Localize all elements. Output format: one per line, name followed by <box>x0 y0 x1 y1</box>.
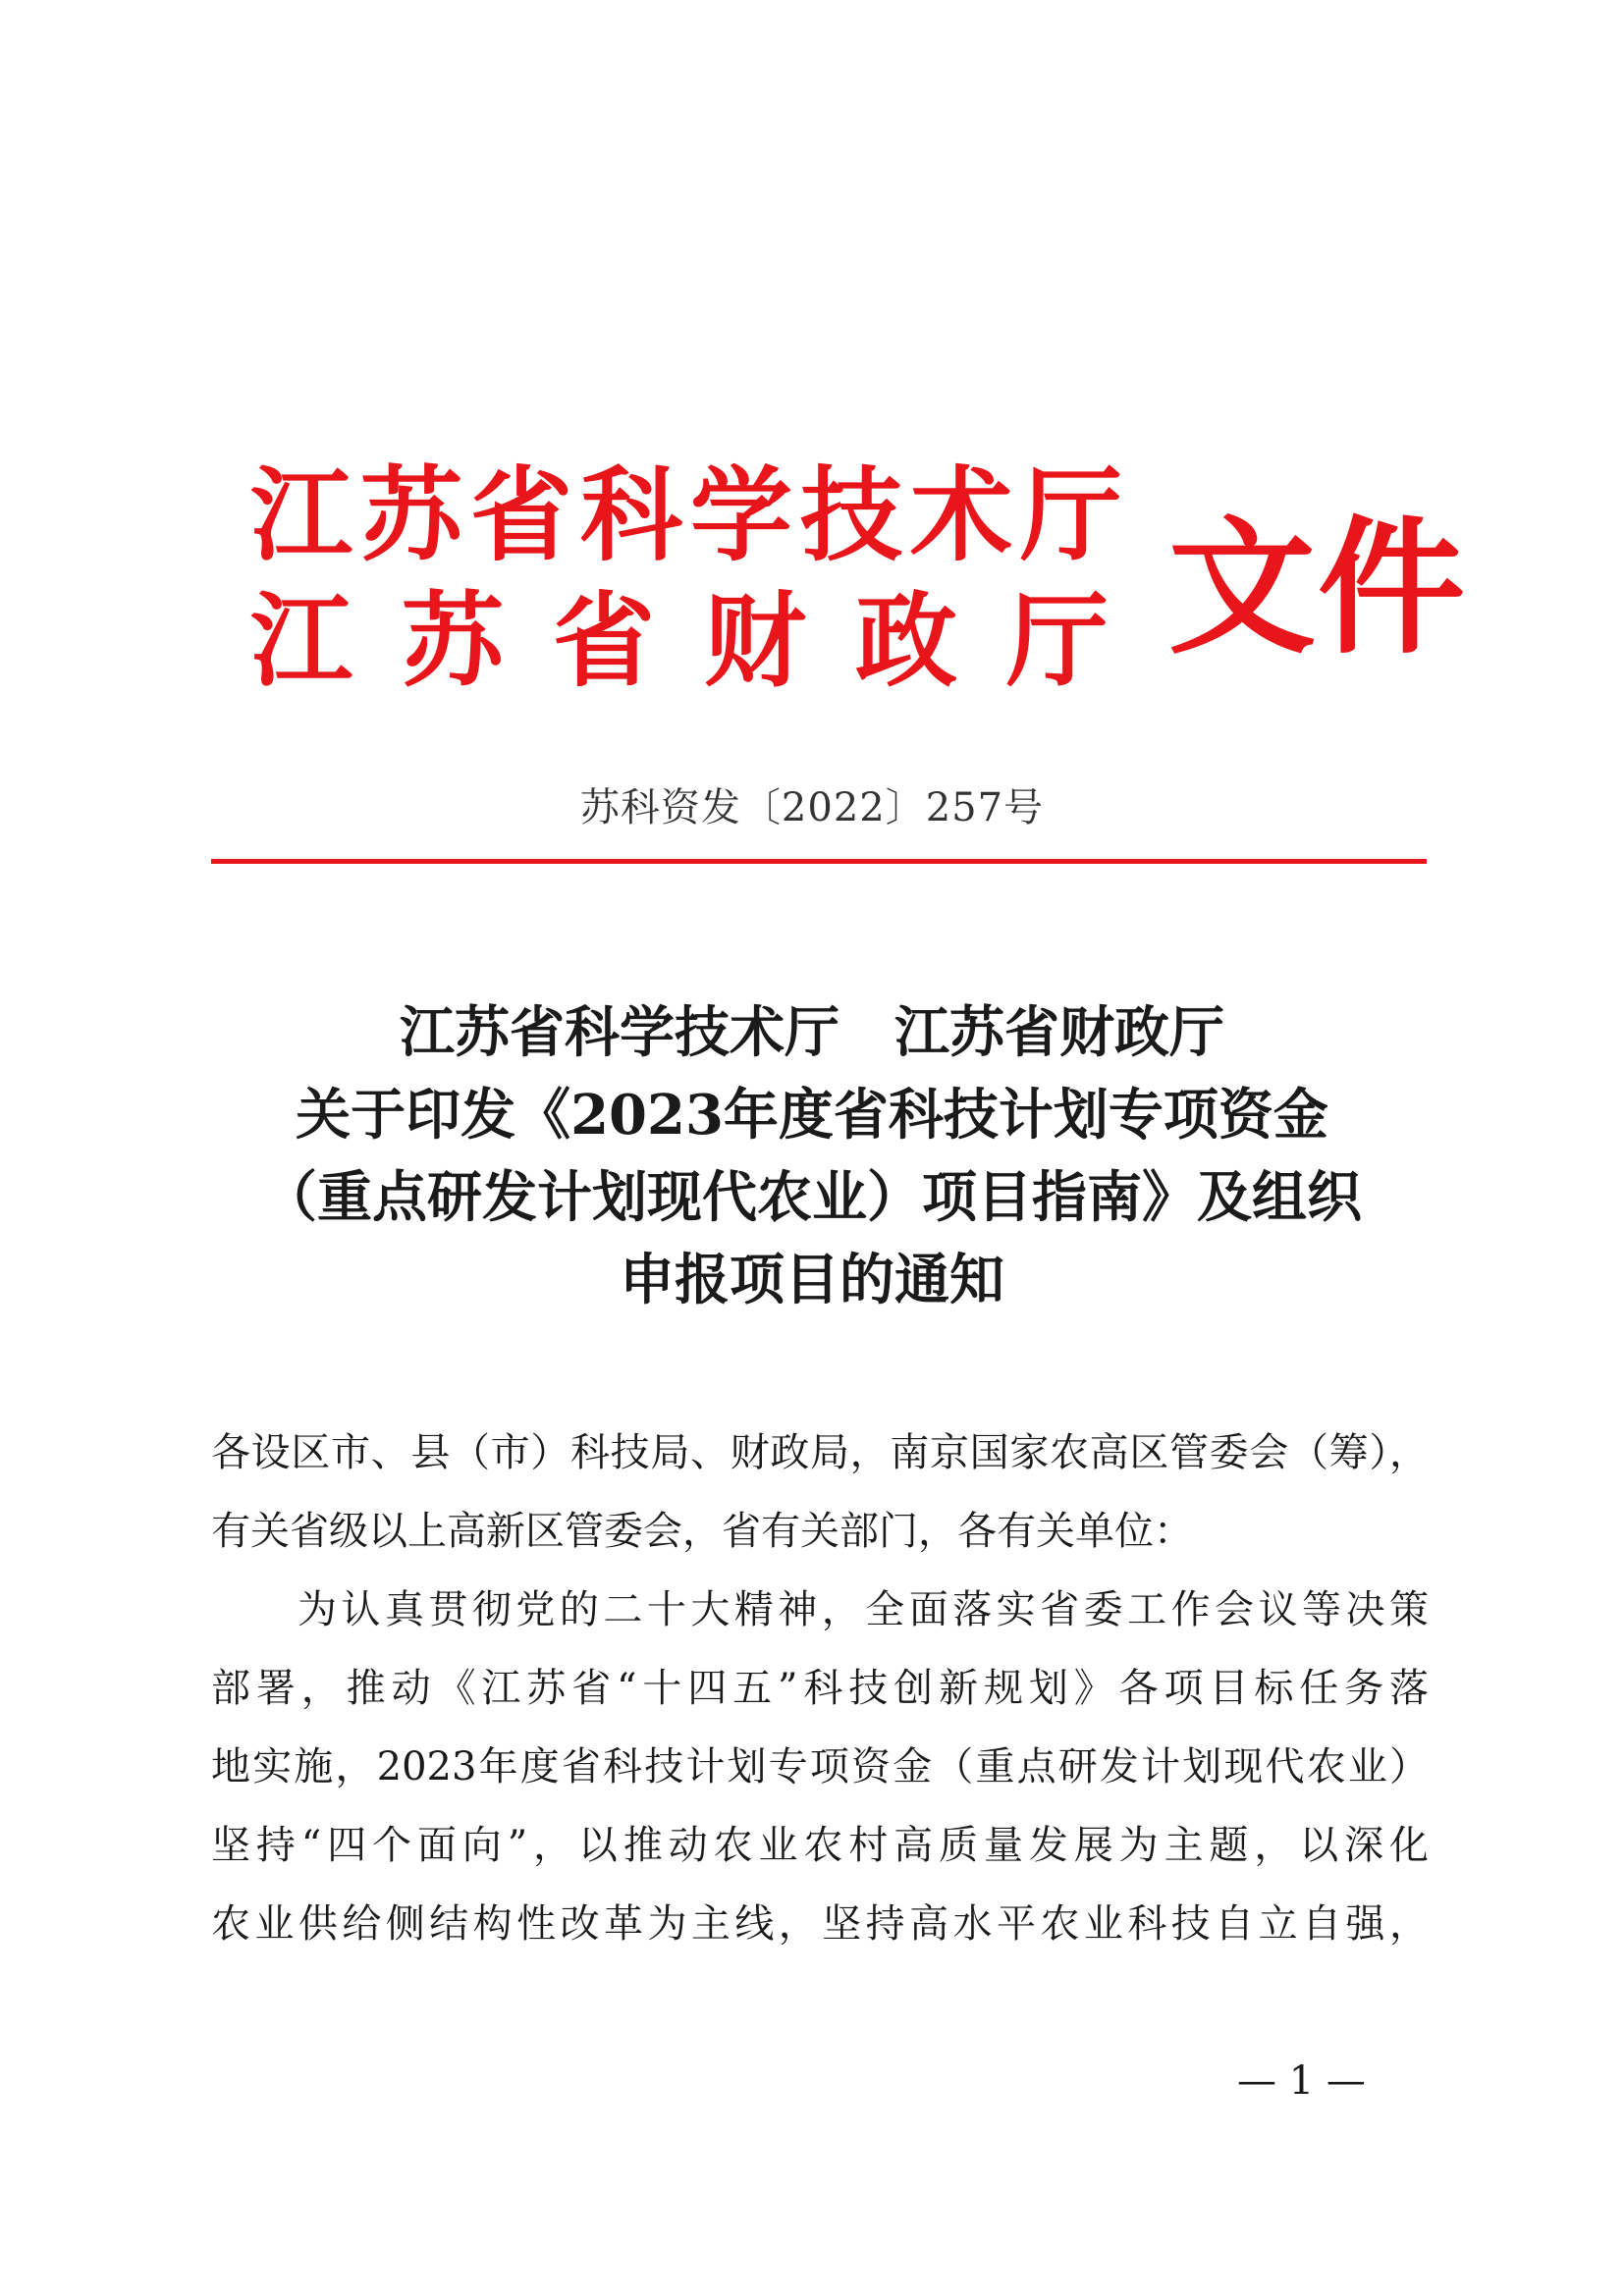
document-title <box>157 991 1467 1321</box>
body-line: 为认真贯彻党的二十大精神，全面落实省委工作会议等决策 <box>298 1587 1429 1632</box>
red-divider-line <box>211 859 1427 864</box>
document-type-label: 文件 <box>1168 504 1468 674</box>
title-line-2: 关于印发《2023年度省科技计划专项资金 <box>296 1083 1328 1148</box>
addressee-line-1: 各设区市、县（市）科技局、财政局，南京国家农高区管委会（筹）， <box>211 1430 1429 1475</box>
page-number: — 1 — <box>1237 2058 1366 2104</box>
red-masthead <box>250 455 1468 717</box>
document-number: 苏科资发〔2022〕257号 <box>579 785 1045 830</box>
issuer-line-finance-dept: 江苏省财政厅 <box>250 581 1159 701</box>
title-line-1: 江苏省科学技术厅 江苏省财政厅 <box>400 1000 1224 1065</box>
title-line-3: （重点研发计划现代农业）项目指南》及组织 <box>262 1165 1362 1230</box>
body-line: 部署，推动《江苏省“十四五”科技创新规划》各项目标任务落 <box>211 1666 1429 1711</box>
body-line: 农业供给侧结构性改革为主线，坚持高水平农业科技自立自强， <box>211 1901 1429 1947</box>
body-line: 地实施，2023年度省科技计划专项资金（重点研发计划现代农业） <box>211 1744 1429 1789</box>
addressee-line-2: 有关省级以上高新区管委会，省有关部门，各有关单位： <box>211 1509 1193 1554</box>
document-body <box>211 1414 1429 1963</box>
issuer-line-science-dept: 江苏省科学技术厅 <box>250 455 1131 575</box>
body-line: 坚持“四个面向”，以推动农业农村高质量发展为主题，以深化 <box>211 1823 1429 1868</box>
title-line-4: 申报项目的通知 <box>620 1248 1004 1312</box>
